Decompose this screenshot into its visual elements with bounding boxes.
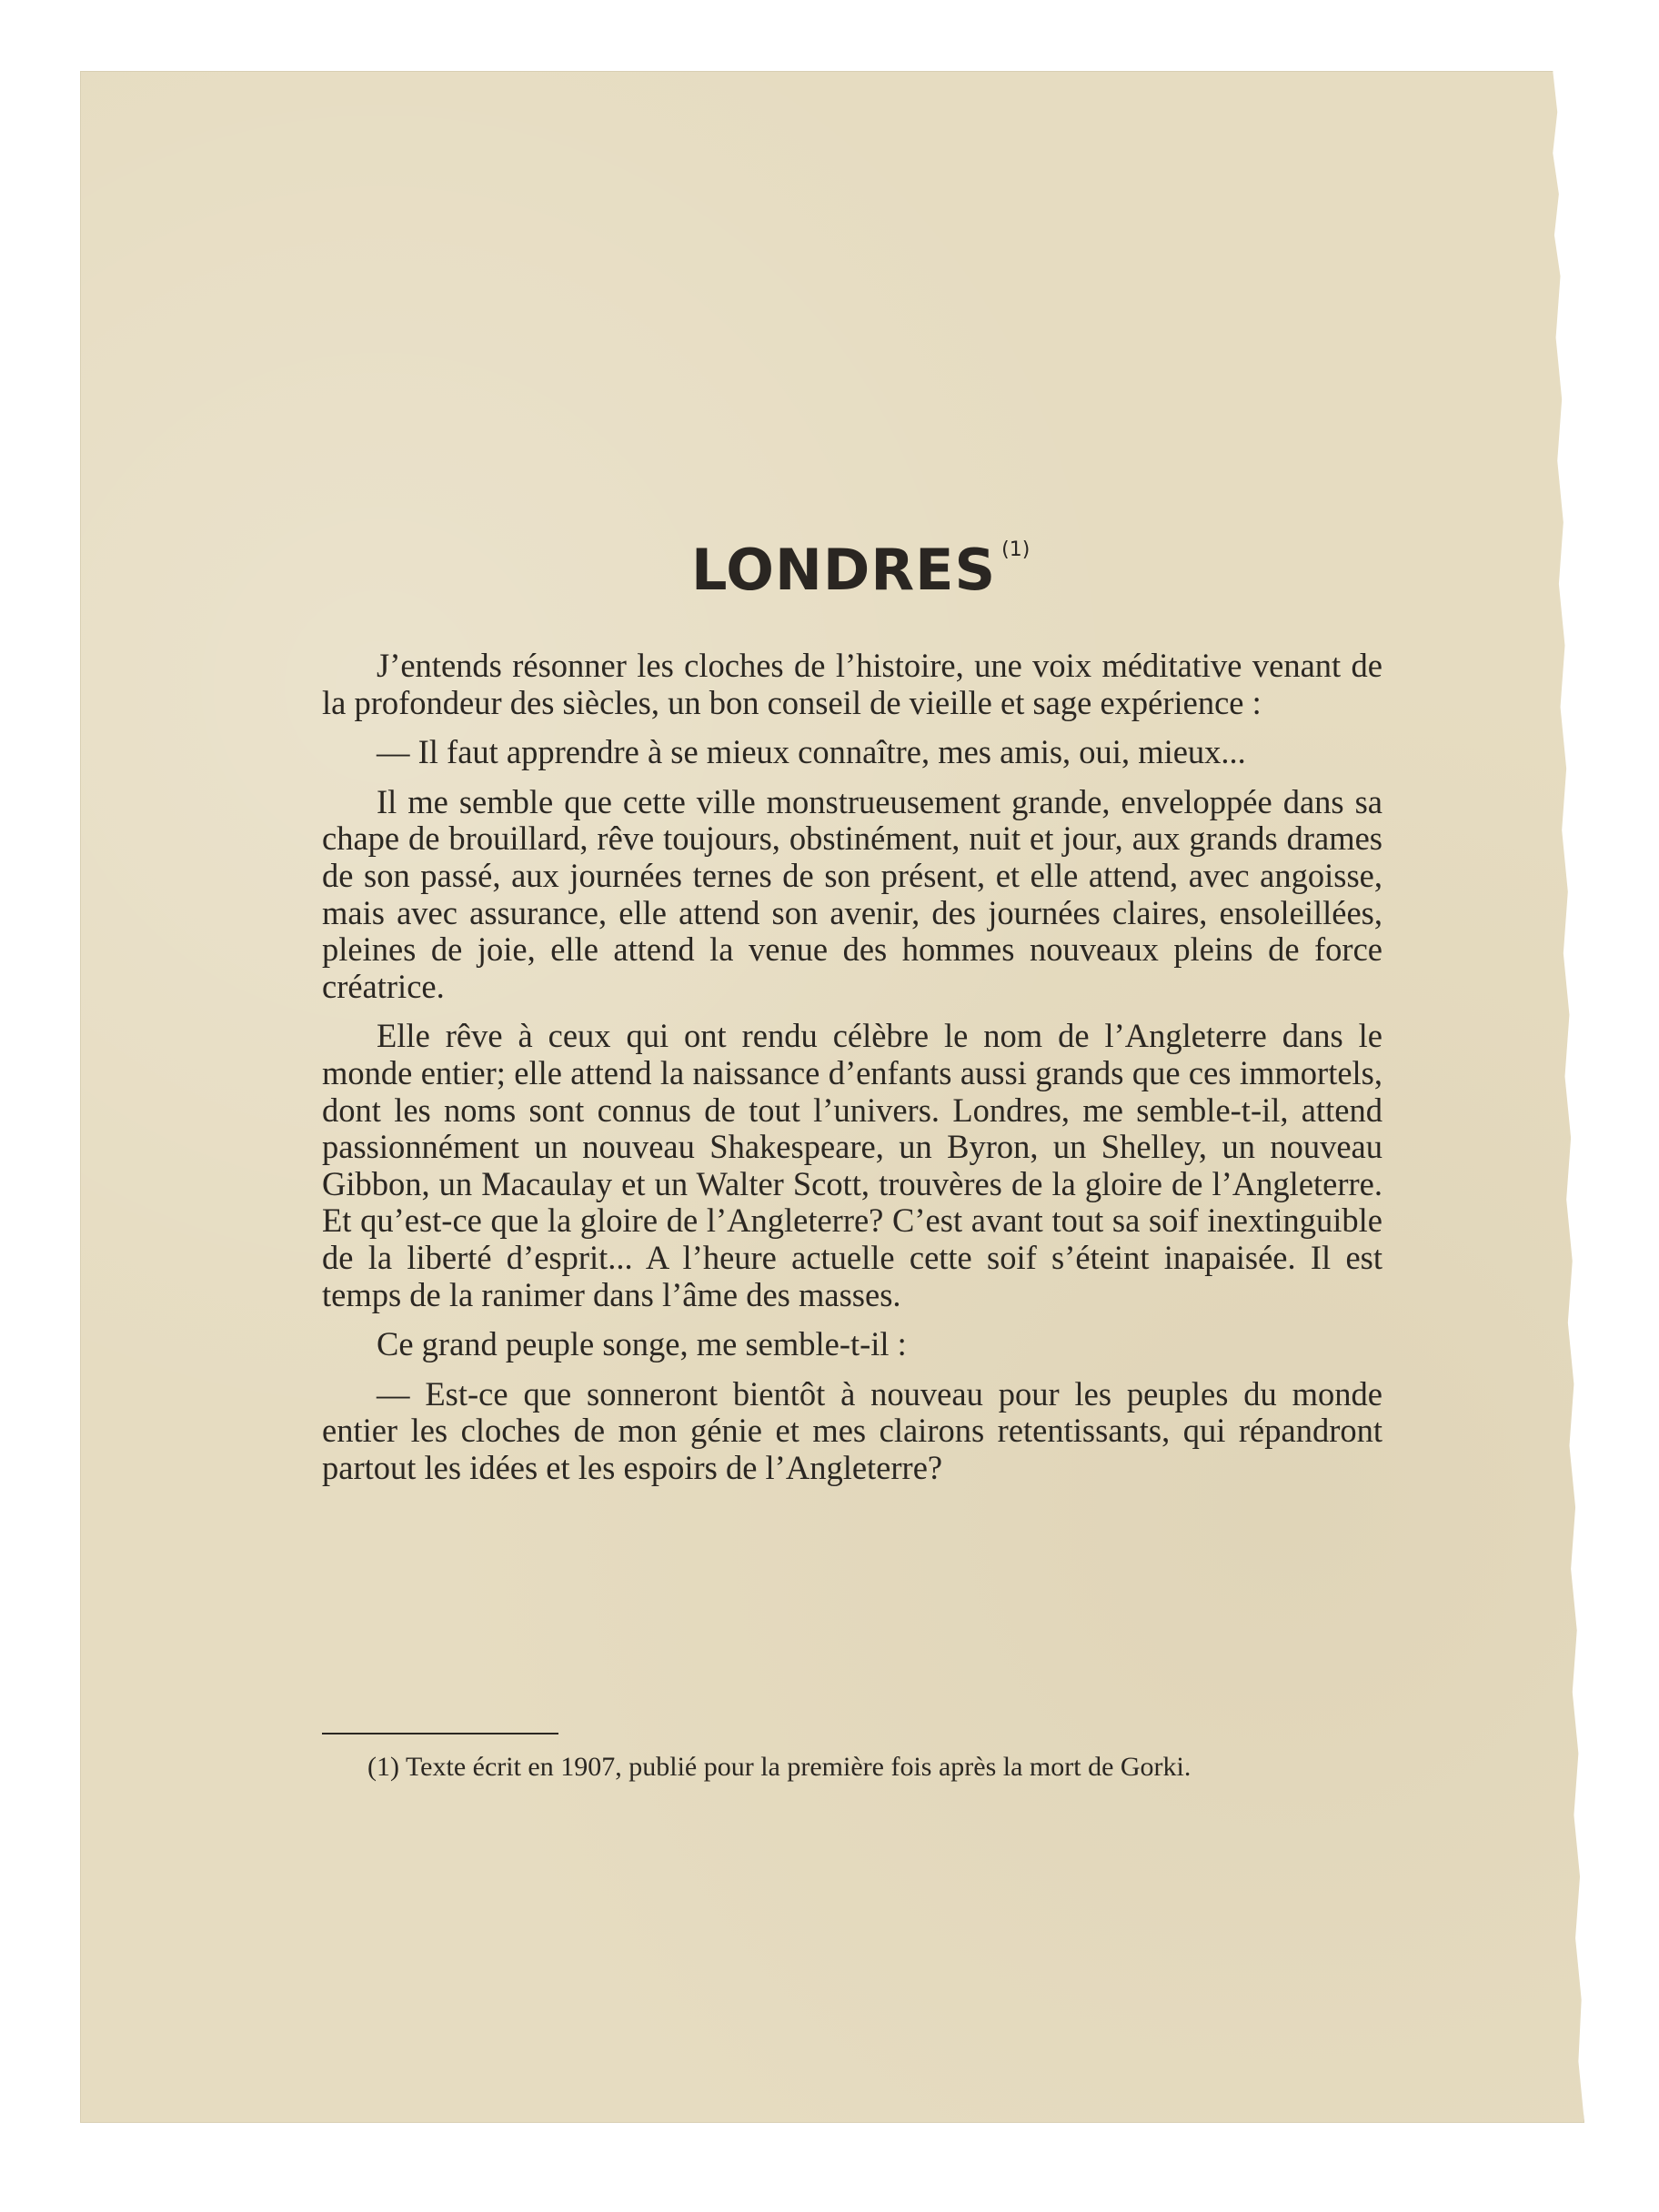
- title-footnote-marker: (1): [1001, 538, 1031, 561]
- footnote: (1) Texte écrit en 1907, publié pour la première fois après la mort de Gorki.: [367, 1752, 1191, 1782]
- paragraph: Il me semble que cette ville monstrueusement grande, enveloppée dans sa chape de brouillard, rêve toujours, obstinément, nuit et jour, aux grands drames de son passé, aux journées ternes de son présent, et elle attend, avec angoisse, mais avec assurance, elle attend son avenir, des journées claires, ensoleillées, pleines de joie, elle attend la venue des hommes nouveaux pleins de force créatrice.: [322, 782, 1382, 1005]
- paragraph: Elle rêve à ceux qui ont rendu célèbre le nom de l’Angleterre dans le monde entier; elle attend la naissance d’enfants aussi grands que ces immortels, dont les noms sont connus de tout l’univers. Londres, me semble-t-il, attend passionnément un nouveau Shakespeare, un Byron, un Shelley, un nouveau Gibbon, un Macaulay et un Walter Scott, trouvères de la gloire de l’Angleterre. Et qu’est-ce que la gloire de l’Angleterre? C’est avant tout sa soif inextinguible de la liberté d’esprit... A l’heure actuelle cette soif s’éteint inapaisée. Il est temps de la ranimer dans l’âme des masses.: [322, 1017, 1382, 1313]
- footnote-divider: [322, 1733, 558, 1734]
- article-body: [322, 648, 1382, 1499]
- paragraph: Ce grand peuple songe, me semble-t-il :: [377, 1325, 907, 1363]
- paragraph: J’entends résonner les cloches de l’histoire, une voix méditative venant de la profondeur des siècles, un bon conseil de vieille et sage expérience :: [322, 647, 1382, 721]
- page-title: [691, 537, 1030, 603]
- paragraph: — Est-ce que sonneront bientôt à nouveau pour les peuples du monde entier les cloches de mon génie et mes clairons retentissants, qui répandront partout les idées et les espoirs de l’Angleterre?: [322, 1374, 1382, 1486]
- paragraph: — Il faut apprendre à se mieux connaître, mes amis, oui, mieux...: [377, 733, 1246, 771]
- title-text: LONDRES: [691, 537, 997, 603]
